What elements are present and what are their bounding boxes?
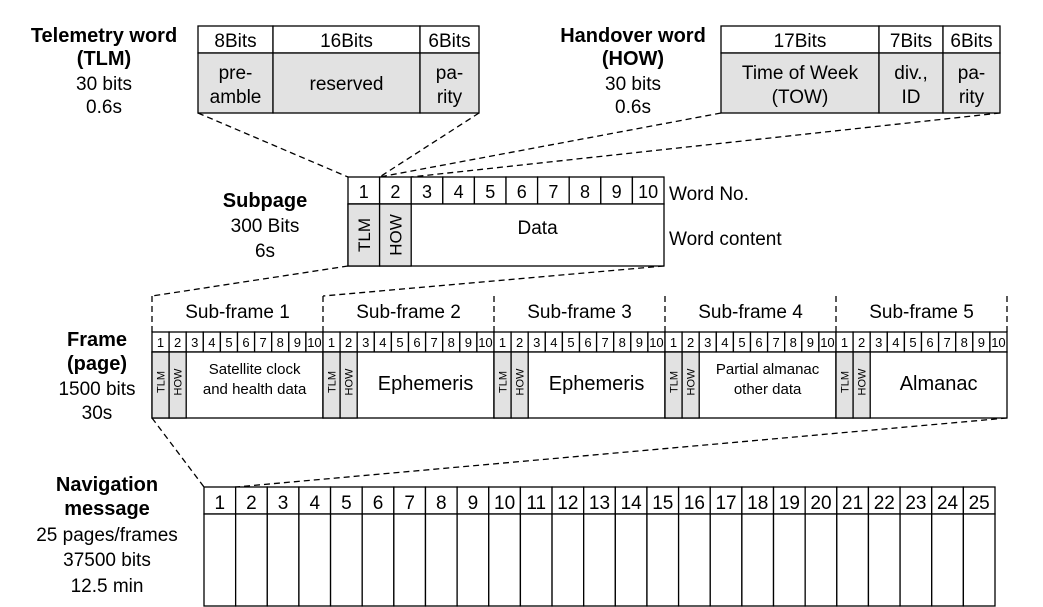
nav-frame-cell	[742, 514, 774, 606]
navigation-subtitle: message	[64, 498, 150, 520]
nav-frame-cell	[204, 514, 236, 606]
subpage-data-label: Data	[517, 218, 558, 239]
nav-frame-number-label: 4	[309, 493, 321, 514]
frame-title-block	[58, 329, 135, 424]
subframe-title: Sub-frame 1	[185, 302, 290, 323]
nav-frame-cell	[331, 514, 363, 606]
subframe-tlm-label: TLM	[497, 371, 510, 393]
frame-word-number-label: 2	[687, 335, 695, 350]
frame-word-number-label: 4	[379, 335, 387, 350]
subframe-tlm-label: TLM	[326, 371, 339, 393]
how-time: 0.6s	[615, 97, 651, 118]
how-abbrev: (HOW)	[601, 48, 665, 70]
how-bits: 30 bits	[605, 74, 661, 95]
nav-frame-cell	[932, 514, 964, 606]
nav-frame-number-label: 19	[778, 493, 800, 514]
word-number-label: 3	[421, 182, 433, 202]
frame-word-number-label: 10	[649, 335, 664, 350]
frame-word-number-label: 5	[567, 335, 575, 350]
frame-word-number-label: 7	[430, 335, 438, 350]
word-number-label: 1	[358, 182, 369, 202]
subframe-content-label: Partial almanac	[715, 361, 820, 378]
how-field-label: pa-	[957, 63, 986, 84]
subpage-structure	[348, 177, 664, 266]
nav-frame-cell	[520, 514, 552, 606]
subframe-title: Sub-frame 3	[527, 302, 632, 323]
word-number-label: 6	[516, 182, 527, 202]
subframe-tlm-label: TLM	[155, 371, 168, 393]
subframe-content-label: and health data	[202, 381, 307, 398]
frame-word-number-label: 7	[772, 335, 780, 350]
frame-word-number-label: 2	[345, 335, 353, 350]
tlm-field-label: reserved	[309, 74, 384, 95]
nav-frame-cell	[900, 514, 932, 606]
frame-word-number-label: 4	[721, 335, 729, 350]
navigation-title: Navigation	[55, 474, 159, 496]
nav-frame-number-label: 1	[214, 493, 226, 514]
nav-frame-cell	[362, 514, 394, 606]
tlm-title: Telemetry word	[30, 25, 178, 47]
frame-word-number-label: 7	[943, 335, 951, 350]
nav-frame-cell	[236, 514, 268, 606]
nav-frame-cell	[774, 514, 806, 606]
nav-frame-cell	[679, 514, 711, 606]
word-no-label: Word No.	[669, 184, 749, 205]
nav-frame-number-label: 9	[467, 493, 479, 514]
frame-word-number-label: 7	[259, 335, 267, 350]
nav-frame-cell	[963, 514, 995, 606]
nav-frame-cell	[710, 514, 742, 606]
subframe-content-label: Satellite clock	[208, 361, 301, 378]
subframe-how-label: HOW	[343, 368, 356, 396]
subframe-content-label: Ephemeris	[548, 373, 645, 395]
frame-time: 30s	[81, 403, 113, 424]
subframe-tlm-label: TLM	[839, 371, 852, 393]
frame-word-number-label: 2	[174, 335, 182, 350]
frame-word-number-label: 9	[293, 335, 301, 350]
nav-frame-cell	[489, 514, 521, 606]
tlm-field-label: pre-	[218, 63, 253, 84]
tlm-field-label: rity	[436, 87, 463, 108]
subframe-how-label: HOW	[514, 368, 527, 396]
tlm-field-label: pa-	[435, 63, 464, 84]
subpage-title-block	[223, 190, 307, 262]
navigation-pages: 25 pages/frames	[36, 525, 178, 546]
connector-tlm	[198, 113, 348, 177]
connector-how	[380, 113, 721, 177]
nav-frame-number-label: 3	[277, 493, 289, 514]
tlm-title-block	[31, 25, 177, 118]
tlm-time: 0.6s	[86, 97, 122, 118]
tlm-bits-label: 6Bits	[428, 31, 471, 52]
nav-frame-number-label: 22	[873, 493, 895, 514]
nav-frame-cell	[868, 514, 900, 606]
subframe-how-label: HOW	[172, 368, 185, 396]
frame-word-number-label: 4	[550, 335, 558, 350]
frame-word-number-label: 3	[875, 335, 883, 350]
how-field-label: (TOW)	[771, 87, 829, 108]
frame-word-number-label: 6	[413, 335, 421, 350]
word-number-label: 9	[611, 182, 622, 202]
frame-word-number-label: 8	[960, 335, 968, 350]
frame-word-number-label: 6	[584, 335, 592, 350]
subpage-tlm-label: TLM	[354, 218, 374, 252]
nav-frame-cell	[394, 514, 426, 606]
connector-subpage	[323, 266, 664, 296]
word-number-label: 10	[638, 182, 659, 202]
frame-word-number-label: 5	[738, 335, 746, 350]
how-field-label: Time of Week	[741, 63, 859, 84]
nav-frame-cell	[552, 514, 584, 606]
how-bits-label: 17Bits	[773, 31, 827, 52]
subpage-title: Subpage	[222, 190, 308, 212]
frame-word-number-label: 9	[977, 335, 985, 350]
nav-frame-number-label: 5	[341, 493, 352, 514]
nav-frame-number-label: 24	[936, 493, 959, 514]
word-number-label: 5	[485, 182, 496, 202]
nav-frame-cell	[425, 514, 457, 606]
nav-frame-cell	[805, 514, 837, 606]
connector-frame	[152, 418, 204, 487]
frame-word-number-label: 1	[669, 335, 678, 350]
how-title: Handover word	[560, 25, 706, 47]
nav-frame-number-label: 14	[620, 493, 642, 514]
frame-word-number-label: 5	[396, 335, 404, 350]
how-bits-label: 7Bits	[889, 31, 933, 52]
nav-frame-number-label: 10	[494, 493, 516, 514]
frame-word-number-label: 9	[635, 335, 643, 350]
nav-frame-number-label: 7	[404, 493, 415, 514]
frame-word-number-label: 5	[909, 335, 917, 350]
connector-subpage	[152, 266, 348, 296]
subframe-how-label: HOW	[856, 368, 869, 396]
frame-word-number-label: 7	[601, 335, 609, 350]
how-field-label: ID	[901, 87, 921, 108]
nav-frame-cell	[584, 514, 616, 606]
how-title-block	[560, 25, 706, 118]
how-field-label: div.,	[894, 63, 928, 84]
connector-frame	[236, 418, 1007, 487]
how-field-label: rity	[958, 87, 985, 108]
subframe-content-label: other data	[733, 381, 802, 398]
nav-frame-number-label: 6	[372, 493, 384, 514]
connector-how	[411, 113, 1000, 177]
nav-frame-cell	[647, 514, 679, 606]
nav-frame-cell	[615, 514, 647, 606]
nav-frame-number-label: 12	[557, 493, 579, 514]
frame-word-number-label: 8	[618, 335, 626, 350]
frame-word-number-label: 2	[516, 335, 524, 350]
frame-word-number-label: 4	[208, 335, 216, 350]
nav-frame-cell	[837, 514, 869, 606]
frame-bits: 1500 bits	[58, 379, 136, 400]
tlm-bits: 30 bits	[76, 74, 132, 95]
frame-word-number-label: 9	[806, 335, 814, 350]
frame-word-number-label: 1	[840, 335, 849, 350]
frame-structure	[152, 296, 1007, 418]
nav-frame-number-label: 25	[968, 493, 990, 514]
subframe-content-label: Ephemeris	[377, 373, 474, 395]
subframe-title: Sub-frame 5	[869, 302, 974, 323]
word-number-label: 2	[390, 182, 401, 202]
frame-word-number-label: 5	[225, 335, 233, 350]
frame-word-number-label: 3	[362, 335, 370, 350]
nav-frame-cell	[457, 514, 489, 606]
subpage-time: 6s	[254, 241, 276, 262]
nav-frame-number-label: 20	[810, 493, 832, 514]
frame-word-number-label: 1	[156, 335, 165, 350]
word-content-label: Word content	[669, 229, 782, 250]
word-number-label: 4	[453, 182, 464, 202]
navigation-time: 12.5 min	[70, 576, 144, 597]
nav-frame-cell	[267, 514, 299, 606]
frame-word-number-label: 1	[498, 335, 507, 350]
nav-frame-number-label: 2	[246, 493, 257, 514]
nav-frame-number-label: 18	[747, 493, 769, 514]
how-word-structure	[721, 26, 1000, 113]
subframe-how-label: HOW	[685, 368, 698, 396]
word-number-label: 8	[579, 182, 591, 202]
nav-frame-number-label: 17	[715, 493, 737, 514]
nav-frame-number-label: 23	[905, 493, 927, 514]
nav-frame-number-label: 15	[652, 493, 674, 514]
tlm-bits-label: 16Bits	[320, 31, 373, 52]
subframe-title: Sub-frame 4	[698, 302, 803, 323]
frame-word-number-label: 3	[704, 335, 712, 350]
subframe-tlm-label: TLM	[668, 371, 681, 393]
subframe-title: Sub-frame 2	[356, 302, 461, 323]
nav-frame-number-label: 13	[588, 493, 611, 514]
nav-frame-number-label: 11	[526, 493, 547, 514]
how-bits-label: 6Bits	[950, 31, 993, 52]
frame-word-number-label: 6	[242, 335, 250, 350]
frame-word-number-label: 10	[820, 335, 835, 350]
frame-word-number-label: 3	[533, 335, 541, 350]
frame-word-number-label: 2	[858, 335, 866, 350]
dashed-connectors	[152, 113, 1007, 487]
navigation-message-structure	[204, 487, 995, 606]
subpage-how-label: HOW	[386, 214, 406, 256]
frame-word-number-label: 10	[478, 335, 493, 350]
subframe-content-label: Almanac	[899, 373, 978, 395]
frame-word-number-label: 10	[991, 335, 1006, 350]
frame-word-number-label: 10	[307, 335, 322, 350]
frame-title: Frame	[66, 329, 128, 351]
frame-subtitle: (page)	[67, 353, 127, 375]
frame-word-number-label: 9	[464, 335, 472, 350]
frame-word-number-label: 8	[276, 335, 284, 350]
tlm-bits-label: 8Bits	[214, 31, 257, 52]
navigation-title-block	[36, 474, 178, 597]
tlm-abbrev: (TLM)	[76, 48, 132, 70]
frame-word-number-label: 1	[327, 335, 336, 350]
nav-frame-cell	[299, 514, 331, 606]
nav-frame-number-label: 16	[683, 493, 705, 514]
word-number-label: 7	[548, 182, 559, 202]
frame-word-number-label: 4	[892, 335, 900, 350]
frame-word-number-label: 8	[789, 335, 797, 350]
frame-word-number-label: 8	[447, 335, 455, 350]
nav-frame-number-label: 8	[436, 493, 447, 514]
subpage-bits: 300 Bits	[230, 216, 300, 237]
frame-word-number-label: 6	[755, 335, 763, 350]
connector-tlm	[380, 113, 479, 177]
frame-word-number-label: 6	[926, 335, 934, 350]
tlm-word-structure	[198, 26, 479, 113]
frame-word-number-label: 3	[191, 335, 199, 350]
tlm-field-label: amble	[209, 87, 262, 108]
nav-frame-number-label: 21	[842, 493, 864, 514]
navigation-bits: 37500 bits	[63, 550, 151, 571]
